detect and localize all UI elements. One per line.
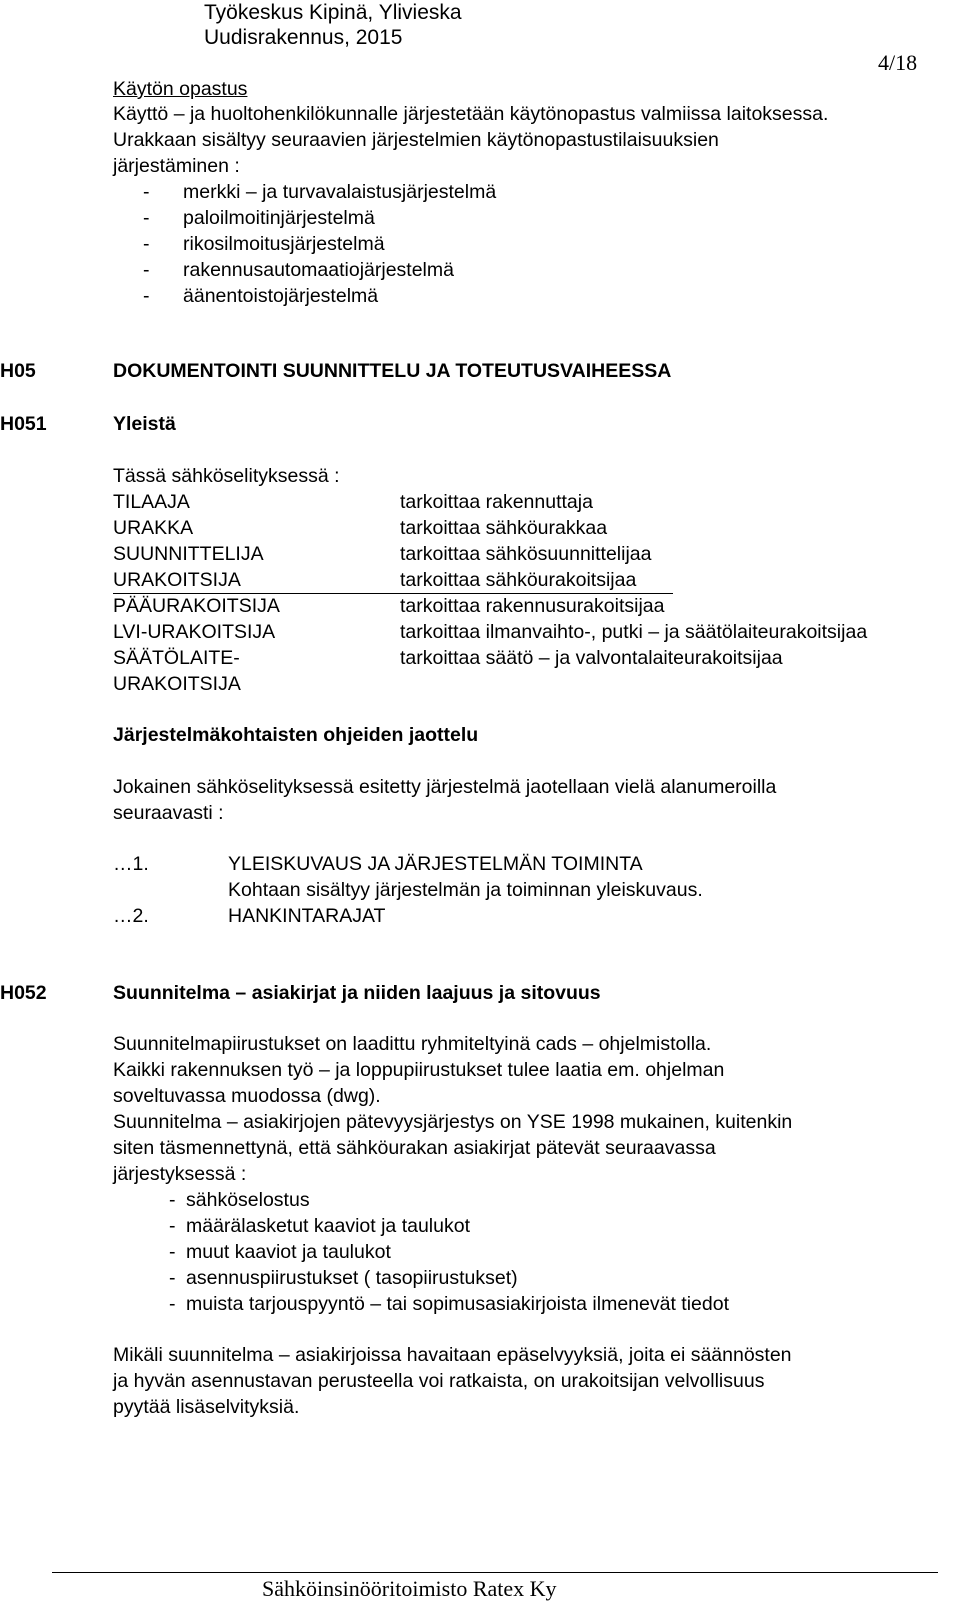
definition-meaning: tarkoittaa sähköurakkaa bbox=[400, 517, 608, 539]
usage-paragraph-line-2: Urakkaan sisältyy seuraavien järjestelmien käytönopastustilaisuuksien bbox=[113, 129, 719, 151]
section-title-h051: Yleistä bbox=[113, 413, 176, 435]
usage-list-item: rakennusautomaatiojärjestelmä bbox=[183, 259, 454, 281]
usage-title: Käytön opastus bbox=[113, 78, 248, 100]
h052-list-dash: - bbox=[169, 1189, 176, 1211]
section-title-h05: DOKUMENTOINTI SUUNNITTELU JA TOTEUTUSVAIHEESSA bbox=[113, 360, 672, 382]
usage-list-dash: - bbox=[143, 207, 150, 229]
section-code-h05: H05 bbox=[0, 360, 36, 382]
section-code-h052: H052 bbox=[0, 982, 47, 1004]
h052-paragraph-line: Suunnitelmapiirustukset on laadittu ryhmiteltyinä cads – ohjelmistolla. bbox=[113, 1033, 712, 1055]
usage-list-dash: - bbox=[143, 181, 150, 203]
h052-list-item: muista tarjouspyyntö – tai sopimusasiakirjoista ilmenevät tiedot bbox=[186, 1293, 730, 1315]
h052-list-item: sähköselostus bbox=[186, 1189, 310, 1211]
usage-list-dash: - bbox=[143, 285, 150, 307]
usage-paragraph-line-1: Käyttö – ja huoltohenkilökunnalle järjestetään käytönopastus valmiissa laitoksessa. bbox=[113, 103, 829, 125]
usage-list-item: äänentoistojärjestelmä bbox=[183, 285, 379, 307]
definition-meaning: tarkoittaa ilmanvaihto-, putki – ja säätölaiteurakoitsijaa bbox=[400, 621, 868, 643]
definition-term: URAKOITSIJA bbox=[113, 673, 241, 695]
definition-meaning: tarkoittaa säätö – ja valvontalaiteurakoitsijaa bbox=[400, 647, 783, 669]
page-number: 4/18 bbox=[878, 50, 918, 75]
definition-term: TILAAJA bbox=[113, 491, 190, 513]
h052-paragraph-line: Kaikki rakennuksen työ – ja loppupiirustukset tulee laatia em. ohjelman bbox=[113, 1059, 725, 1081]
definition-term: URAKOITSIJA bbox=[113, 569, 241, 591]
numbered-item-description: Kohtaan sisältyy järjestelmän ja toiminnan yleiskuvaus. bbox=[228, 879, 703, 901]
usage-list-item: paloilmoitinjärjestelmä bbox=[183, 207, 375, 229]
subsection-paragraph-line-2: seuraavasti : bbox=[113, 802, 224, 824]
footer-rule bbox=[52, 1572, 938, 1573]
h052-list-item: asennuspiirustukset ( tasopiirustukset) bbox=[186, 1267, 518, 1289]
h052-closing-line: pyytää lisäselvityksiä. bbox=[113, 1396, 300, 1418]
h052-list-dash: - bbox=[169, 1241, 176, 1263]
usage-paragraph-line-3: järjestäminen : bbox=[113, 155, 240, 177]
header-organization: Työkeskus Kipinä, Ylivieska bbox=[204, 1, 462, 24]
header-project: Uudisrakennus, 2015 bbox=[204, 26, 403, 49]
usage-list-item: merkki – ja turvavalaistusjärjestelmä bbox=[183, 181, 497, 203]
h052-paragraph-line: Suunnitelma – asiakirjojen pätevyysjärjestys on YSE 1998 mukainen, kuitenkin bbox=[113, 1111, 793, 1133]
definition-term: LVI-URAKOITSIJA bbox=[113, 621, 276, 643]
h052-list-dash: - bbox=[169, 1267, 176, 1289]
definition-meaning: tarkoittaa rakennusurakoitsijaa bbox=[400, 595, 665, 617]
definition-term: SÄÄTÖLAITE- bbox=[113, 647, 240, 669]
usage-list-dash: - bbox=[143, 259, 150, 281]
h052-closing-line: Mikäli suunnitelma – asiakirjoissa havaitaan epäselvyyksiä, joita ei säännösten bbox=[113, 1344, 792, 1366]
definition-term: URAKKA bbox=[113, 517, 194, 539]
h052-list-dash: - bbox=[169, 1215, 176, 1237]
definitions-intro: Tässä sähköselityksessä : bbox=[113, 465, 340, 487]
numbered-item-title: HANKINTARAJAT bbox=[228, 905, 386, 927]
subsection-paragraph-line-1: Jokainen sähköselityksessä esitetty järjestelmä jaotellaan vielä alanumeroilla bbox=[113, 776, 777, 798]
usage-list-dash: - bbox=[143, 233, 150, 255]
footer-company: Sähköinsinööritoimisto Ratex Ky bbox=[262, 1576, 557, 1601]
definition-term: PÄÄURAKOITSIJA bbox=[113, 595, 280, 617]
h052-list-item: määrälasketut kaaviot ja taulukot bbox=[186, 1215, 470, 1237]
definition-meaning: tarkoittaa sähkösuunnittelijaa bbox=[400, 543, 652, 565]
usage-list-item: rikosilmoitusjärjestelmä bbox=[183, 233, 385, 255]
h052-list-item: muut kaaviot ja taulukot bbox=[186, 1241, 391, 1263]
h052-paragraph-line: järjestyksessä : bbox=[113, 1163, 247, 1185]
h052-paragraph-line: soveltuvassa muodossa (dwg). bbox=[113, 1085, 381, 1107]
definition-term: SUUNNITTELIJA bbox=[113, 543, 264, 565]
section-title-h052: Suunnitelma – asiakirjat ja niiden laajuus ja sitovuus bbox=[113, 982, 601, 1004]
numbered-item-title: YLEISKUVAUS JA JÄRJESTELMÄN TOIMINTA bbox=[228, 853, 643, 875]
definition-meaning: tarkoittaa rakennuttaja bbox=[400, 491, 593, 513]
numbered-item-number: …2. bbox=[113, 905, 149, 927]
h052-list-dash: - bbox=[169, 1293, 176, 1315]
h052-closing-line: ja hyvän asennustavan perusteella voi ratkaista, on urakoitsijan velvollisuus bbox=[113, 1370, 765, 1392]
subsection-title: Järjestelmäkohtaisten ohjeiden jaottelu bbox=[113, 724, 479, 746]
definition-meaning: tarkoittaa sähköurakoitsijaa bbox=[400, 569, 637, 591]
numbered-item-number: …1. bbox=[113, 853, 149, 875]
table-divider bbox=[113, 593, 673, 594]
h052-paragraph-line: siten täsmennettynä, että sähköurakan asiakirjat pätevät seuraavassa bbox=[113, 1137, 716, 1159]
section-code-h051: H051 bbox=[0, 413, 47, 435]
